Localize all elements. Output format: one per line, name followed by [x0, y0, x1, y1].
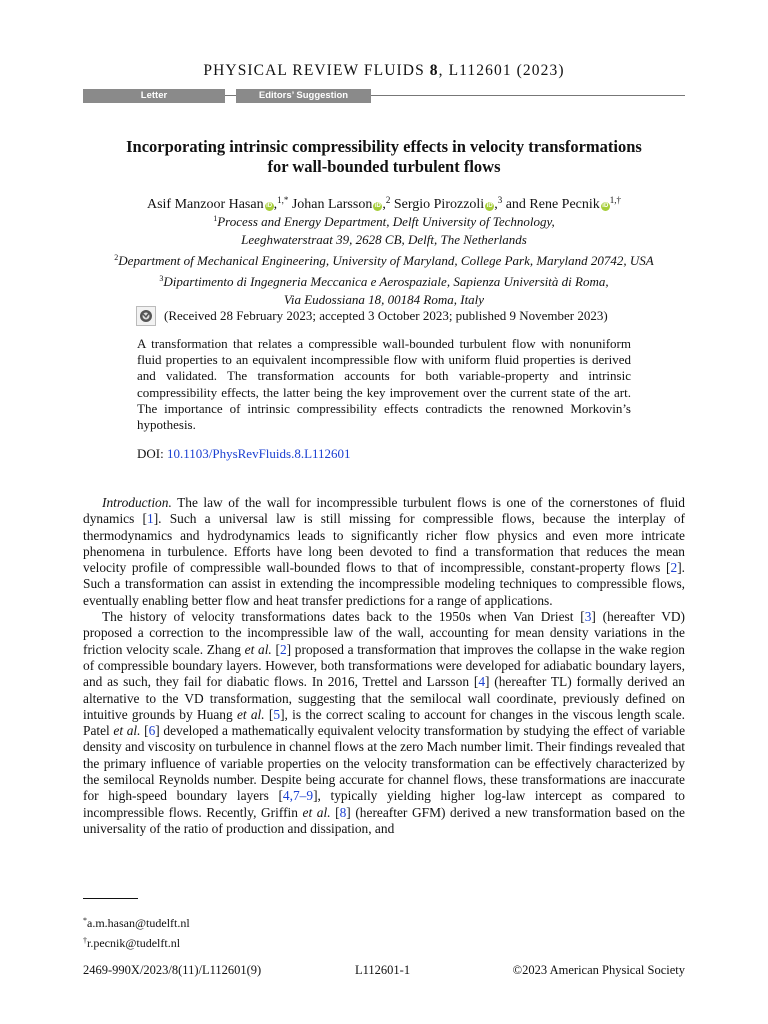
received-text: (Received 28 February 2023; accepted 3 October 2023; published 9 November 2023)	[164, 308, 608, 323]
email-link[interactable]: a.m.hasan@tudelft.nl	[87, 916, 190, 930]
author-name[interactable]: Sergio Pirozzoli	[393, 197, 485, 212]
affiliation-line: Dipartimento di Ingegneria Meccanica e Aerospaziale, Sapienza Università di Roma,	[163, 274, 609, 289]
affiliation-line: Via Eudossiana 18, 00184 Roma, Italy	[283, 292, 485, 307]
footnote-rule	[83, 898, 138, 899]
affiliation-line: Department of Mechanical Engineering, University of Maryland, College Park, Maryland 20742, USA	[118, 253, 654, 268]
doi-link[interactable]: 10.1103/PhysRevFluids.8.L112601	[166, 446, 351, 461]
editors-suggestion-tag: Editors’ Suggestion	[236, 89, 371, 103]
letter-tag: Letter	[83, 89, 225, 103]
abstract: A transformation that relates a compressible wall-bounded turbulent flow with nonuniform fluid properties to an equivalent incompressible flow with uniform fluid properties is derived and validated. The transformation accounts for both variable-property and intrinsic compressibility effects, the latter being the key improvement over the current state of the art. The importance of intrinsic compressibility effects contradicts the renowned Morkovin’s hypothesis.	[137, 336, 631, 433]
footer-page-number: L112601-1	[355, 963, 411, 977]
affiliation	[83, 270, 685, 291]
journal-name: PHYSICAL REVIEW FLUIDS	[203, 62, 425, 79]
body-text	[83, 495, 685, 837]
author-list: Asif Manzoor Hasan iD ,$^{1,*}$ Johan Larsson iD ,$^2$ Sergio Pirozzoli iD ,$^3$ and Rene Pecnik $iD^{1,\dagger}$	[146, 195, 622, 212]
affiliation-number: 3	[159, 274, 164, 283]
footnote-mark: †	[83, 936, 87, 945]
orcid-icon[interactable]: iD	[374, 203, 381, 209]
orcid-icon[interactable]: iD	[266, 203, 273, 209]
article-type-band	[83, 89, 685, 103]
footnote	[83, 912, 190, 932]
author-name[interactable]: Johan Larsson	[291, 197, 373, 212]
author-affil-mark: 1,*	[277, 195, 289, 205]
doi-line	[137, 446, 351, 462]
journal-header	[83, 62, 685, 80]
affiliation-line: Process and Energy Department, Delft University of Technology,	[217, 214, 555, 229]
citation-link[interactable]: 3	[584, 609, 592, 625]
citation-link[interactable]: 6	[148, 723, 156, 739]
article-number-year: , L112601 (2023)	[438, 62, 565, 79]
footnotes	[83, 912, 190, 952]
footnote-mark: *	[83, 916, 87, 925]
affiliations	[83, 210, 685, 309]
citation-link[interactable]: 1	[146, 511, 154, 527]
footer-copyright: ©2023 American Physical Society	[512, 963, 685, 977]
affiliation	[83, 210, 685, 231]
paper-title	[83, 137, 685, 177]
affiliation-number: 1	[213, 214, 218, 223]
author-name[interactable]: Rene Pecnik	[529, 197, 600, 212]
title-line-2: for wall-bounded turbulent flows	[267, 157, 501, 176]
author-name[interactable]: Asif Manzoor Hasan	[146, 197, 264, 212]
email-link[interactable]: r.pecnik@tudelft.nl	[87, 936, 181, 950]
title-line-1: Incorporating intrinsic compressibility effects in velocity transformations	[126, 137, 642, 156]
affiliation	[83, 249, 685, 270]
affiliation-line: Leeghwaterstraat 39, 2628 CB, Delft, The Netherlands	[241, 232, 527, 247]
author-conjunction: and	[505, 197, 526, 212]
citation-link[interactable]: 2	[279, 641, 287, 657]
received-dates	[136, 306, 656, 326]
section-heading: Introduction.	[102, 495, 172, 510]
footer-issn: 2469-990X/2023/8(11)/L112601(9)	[83, 963, 262, 977]
paragraph-history: The history of velocity transformations dates back to the 1950s when Van Driest [3] (hereafter VD) proposed a correction to the incompressible law of the wall, accounting for mean density variations in the friction velocity scale. Zhang et al. [2] proposed a transformation that improves the collapse in the wake region of compressible boundary layers. However, both transformations were developed for adiabatic boundary layers, and as such, they fail for diabatic flows. In 2016, Trettel and Larsson [4] (hereafter TL) formally derived an alternative to the VD transformation, suggesting that the semilocal wall coordinate, previously defined on intuitive grounds by Huang et al. [5], is the correct scaling to account for changes in the viscous length scale. Patel et al. [6] developed a mathematically equivalent velocity transformation by studying the effect of variable density and viscosity on turbulence in channel flows at the zero Mach number limit. Their findings revealed that the primary influence of variable properties on the velocity transformation can be effectively characterized by the semilocal Reynolds number. Despite being accurate for channel flows, these transformations are inaccurate for high-speed boundary layers [4,7–9], typically yielding higher log-law intercept as compared to incompressible flows. Recently, Griffin et al. [8] (hereafter GFM) derived a new transformation based on the universality of the ratio of production and dissipation, and	[83, 609, 686, 836]
citation-link[interactable]: 5	[273, 706, 281, 722]
author-affil-mark: 1,†	[609, 195, 622, 205]
author-affil-mark: 3	[497, 195, 503, 205]
doi-label: DOI:	[137, 446, 164, 461]
journal-volume: 8	[429, 62, 439, 79]
crossmark-icon[interactable]	[136, 306, 156, 326]
author-affil-mark: 2	[385, 195, 391, 205]
citation-link[interactable]: 2	[670, 560, 678, 576]
orcid-icon[interactable]: iD	[486, 203, 493, 209]
citation-link[interactable]: 4,7–9	[282, 788, 314, 804]
citation-link[interactable]: 4	[478, 674, 486, 690]
crossmark-graphic	[137, 307, 155, 325]
affiliation-number: 2	[114, 253, 119, 262]
citation-link[interactable]: 8	[339, 804, 347, 820]
paragraph-introduction: Introduction. The law of the wall for incompressible turbulent flows is one of the cornerstones of fluid dynamics [1]. Such a universal law is still missing for compressible flows, because the interplay of thermodynamics and hydrodynamics leads to significantly richer flow physics and even more intricate phenomena in turbulence. Efforts have long been devoted to find a transformation that reduces the mean velocity profile of compressible wall-bounded flows to that of incompressible, constant-property flows [2]. Such a transformation can assist in extending the incompressible modeling techniques to compressible flows, eventually enabling better flow and heat transfer predictions for a range of applications.	[83, 495, 685, 608]
footnote	[83, 932, 190, 952]
orcid-icon[interactable]: iD	[602, 203, 609, 209]
